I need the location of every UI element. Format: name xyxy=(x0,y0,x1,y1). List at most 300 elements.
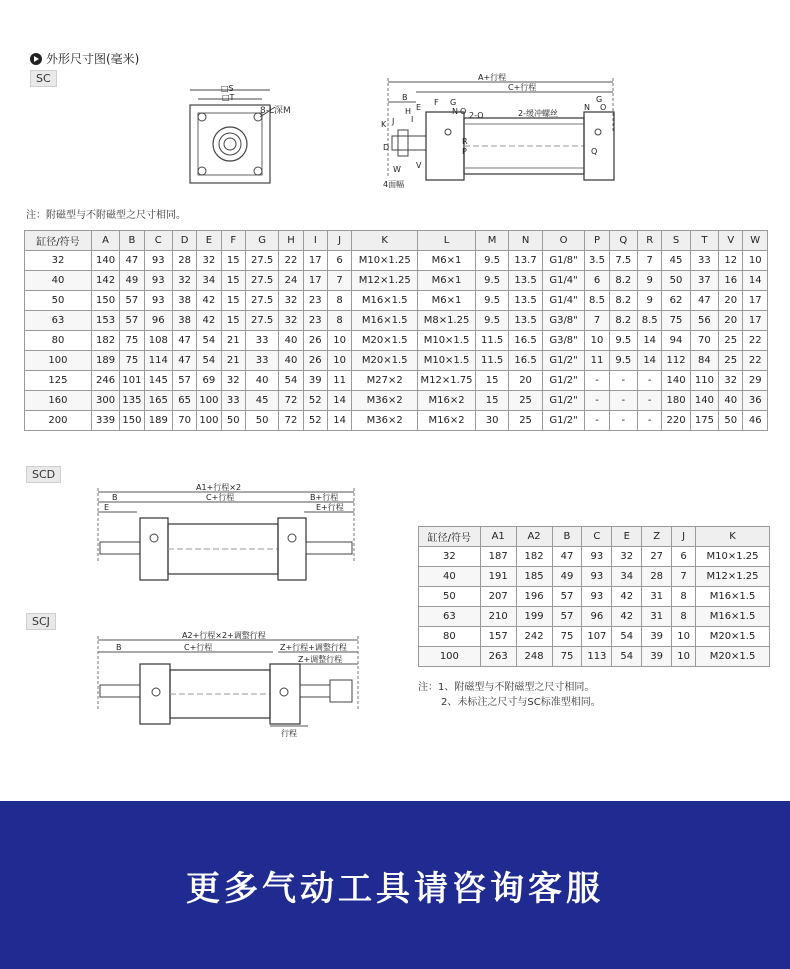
sc-table-cell: M12×1.25 xyxy=(352,271,418,291)
scd-table-cell: 191 xyxy=(480,567,516,587)
sc-table-cell: 8.2 xyxy=(609,311,637,331)
sc-table-cell: 17 xyxy=(303,271,327,291)
scd-table-cell: 248 xyxy=(516,647,552,667)
sc-table-header-cell: B xyxy=(120,231,144,251)
sc-table-cell: 3.5 xyxy=(585,251,609,271)
scd-dim-e-stroke: E+行程 xyxy=(316,503,344,512)
sc-table-header-cell: L xyxy=(418,231,476,251)
contact-banner xyxy=(0,801,790,969)
sc-table-header-cell: C xyxy=(144,231,172,251)
scj-drawing xyxy=(88,630,388,738)
sc-table-cell: 75 xyxy=(120,351,144,371)
sc-table-cell: 32 xyxy=(279,291,303,311)
sc-table-cell: M12×1.75 xyxy=(418,371,476,391)
sc-table-header-cell: W xyxy=(743,231,768,251)
scd-note-1: 注：1、附磁型与不附磁型之尺寸相同。 xyxy=(418,682,595,693)
sc-table-cell: 37 xyxy=(690,271,718,291)
scd-table-cell: 8 xyxy=(672,607,696,627)
dim-d: D xyxy=(383,143,390,152)
sc-table-cell: 69 xyxy=(197,371,221,391)
scd-table-header-cell: A1 xyxy=(480,527,516,547)
sc-table-row xyxy=(25,311,768,331)
sc-table-cell: 15 xyxy=(475,371,508,391)
section-title-text: 外形尺寸图(毫米) xyxy=(46,52,140,66)
scd-table-cell: 63 xyxy=(419,607,481,627)
scd-dim-e: E xyxy=(104,503,110,512)
sc-table-cell: 70 xyxy=(690,331,718,351)
dim-q: Q xyxy=(591,147,598,156)
scd-table-cell: 100 xyxy=(419,647,481,667)
scd-table-cell: 207 xyxy=(480,587,516,607)
scd-table-header-cell: J xyxy=(672,527,696,547)
sc-table-cell: 70 xyxy=(172,411,196,431)
scd-table-cell: 39 xyxy=(642,627,672,647)
label-s: □S xyxy=(221,85,234,93)
scd-table-cell: 54 xyxy=(612,627,642,647)
sc-table-cell: 20 xyxy=(509,371,542,391)
section-title xyxy=(30,50,139,67)
play-circle-icon xyxy=(30,53,42,65)
sc-table-cell: 63 xyxy=(25,311,92,331)
sc-table-cell: 46 xyxy=(743,411,768,431)
scd-table-header-cell: Z xyxy=(642,527,672,547)
scd-table-cell: 42 xyxy=(612,587,642,607)
sc-table-cell: 17 xyxy=(303,251,327,271)
scd-table-row xyxy=(419,627,770,647)
scd-table-cell: M20×1.5 xyxy=(696,647,770,667)
sc-table-header-cell: A xyxy=(91,231,119,251)
sc-table-cell: 57 xyxy=(172,371,196,391)
sc-table-cell: 34 xyxy=(197,271,221,291)
sc-table-cell: 21 xyxy=(221,351,245,371)
sc-table-cell: M16×1.5 xyxy=(352,291,418,311)
sc-table-cell: 220 xyxy=(662,411,690,431)
sc-table-cell: 38 xyxy=(172,291,196,311)
sc-table-cell: 27.5 xyxy=(245,311,278,331)
sc-table-header-cell: T xyxy=(690,231,718,251)
sc-table-cell: 17 xyxy=(743,291,768,311)
sc-table-cell: 6 xyxy=(585,271,609,291)
sc-table-cell: 10 xyxy=(585,331,609,351)
sc-table-cell: 160 xyxy=(25,391,92,411)
dim-p: P xyxy=(462,147,467,156)
sc-table-cell: 8 xyxy=(327,311,351,331)
sc-table-cell: 9.5 xyxy=(475,251,508,271)
sc-table-cell: 14 xyxy=(638,331,662,351)
sc-table-cell: - xyxy=(585,411,609,431)
sc-table-cell: 8.5 xyxy=(638,311,662,331)
sc-table-cell: 33 xyxy=(245,331,278,351)
sc-table-header-cell: 缸径/符号 xyxy=(25,231,92,251)
scd-table-cell: M16×1.5 xyxy=(696,607,770,627)
sc-table-cell: 49 xyxy=(120,271,144,291)
sc-table-cell: 150 xyxy=(120,411,144,431)
scd-table-cell: 182 xyxy=(516,547,552,567)
sc-front-view xyxy=(180,85,290,190)
dim-o: O xyxy=(460,107,467,116)
sc-table-cell: 15 xyxy=(221,251,245,271)
scd-table-cell: M20×1.5 xyxy=(696,627,770,647)
dim-k: K xyxy=(381,120,387,129)
scd-table-row xyxy=(419,607,770,627)
sc-table-cell: 17 xyxy=(743,311,768,331)
scd-table-header-cell: E xyxy=(612,527,642,547)
sc-table-row xyxy=(25,391,768,411)
scd-table-cell: 31 xyxy=(642,587,672,607)
scd-table-cell: 10 xyxy=(672,627,696,647)
sc-table-cell: 145 xyxy=(144,371,172,391)
sc-side-view xyxy=(378,72,623,194)
sc-table-cell: G1/8" xyxy=(542,251,585,271)
dim-e: E xyxy=(416,103,422,112)
sc-table-cell: M8×1.25 xyxy=(418,311,476,331)
scd-table-header-cell: A2 xyxy=(516,527,552,547)
sc-table-cell: 52 xyxy=(303,391,327,411)
sc-table-cell: 23 xyxy=(303,291,327,311)
scd-table-header-cell: B xyxy=(552,527,582,547)
sc-table-cell: 10 xyxy=(743,251,768,271)
sc-table-cell: M20×1.5 xyxy=(352,331,418,351)
sc-table-cell: 114 xyxy=(144,351,172,371)
scd-dim-a1: A1+行程×2 xyxy=(196,483,242,492)
sc-table-cell: 165 xyxy=(144,391,172,411)
sc-table-cell: 93 xyxy=(144,271,172,291)
sc-table-cell: M6×1 xyxy=(418,291,476,311)
scd-table-cell: 40 xyxy=(419,567,481,587)
sc-table-header-cell: D xyxy=(172,231,196,251)
sc-table-cell: 25 xyxy=(509,411,542,431)
scd-table-cell: 80 xyxy=(419,627,481,647)
sc-table-cell: 47 xyxy=(172,331,196,351)
scd-table-cell: 32 xyxy=(419,547,481,567)
sc-table-cell: 75 xyxy=(662,311,690,331)
sc-table-cell: 16.5 xyxy=(509,331,542,351)
scd-table-cell: 50 xyxy=(419,587,481,607)
sc-table-cell: 142 xyxy=(91,271,119,291)
sc-table-cell: 175 xyxy=(690,411,718,431)
sc-table-cell: M36×2 xyxy=(352,411,418,431)
sc-table-cell: 26 xyxy=(303,331,327,351)
sc-table-cell: 13.5 xyxy=(509,291,542,311)
sc-table-cell: 47 xyxy=(172,351,196,371)
sc-table-cell: 56 xyxy=(690,311,718,331)
dim-f: F xyxy=(434,98,439,107)
scd-table-row xyxy=(419,567,770,587)
sc-table-cell: 11.5 xyxy=(475,331,508,351)
sc-table-header-cell: G xyxy=(245,231,278,251)
sc-table-cell: G1/4" xyxy=(542,291,585,311)
sc-table-cell: 62 xyxy=(662,291,690,311)
scd-table-cell: 42 xyxy=(612,607,642,627)
sc-table-cell: G1/2" xyxy=(542,391,585,411)
sc-table-cell: M10×1.5 xyxy=(418,351,476,371)
sc-table-cell: 11.5 xyxy=(475,351,508,371)
scd-table-cell: M10×1.25 xyxy=(696,547,770,567)
sc-table-header-cell: R xyxy=(638,231,662,251)
scj-dim-b: B xyxy=(116,643,122,652)
sc-table-cell: 16 xyxy=(719,271,743,291)
dim-h: H xyxy=(405,107,412,116)
sc-table-cell: - xyxy=(638,371,662,391)
dim-w: W xyxy=(393,165,401,174)
sc-table-cell: 32 xyxy=(279,311,303,331)
sc-table-cell: 93 xyxy=(144,291,172,311)
sc-table-cell: 72 xyxy=(279,391,303,411)
sc-table-cell: - xyxy=(585,391,609,411)
sc-dimension-table xyxy=(24,230,768,431)
sc-table-cell: 13.7 xyxy=(509,251,542,271)
sc-table-row xyxy=(25,271,768,291)
sc-table-cell: - xyxy=(585,371,609,391)
scd-table-cell: 47 xyxy=(552,547,582,567)
sc-table-cell: 40 xyxy=(279,331,303,351)
sc-table-cell: 57 xyxy=(120,291,144,311)
scd-table-cell: 28 xyxy=(642,567,672,587)
sc-table-cell: 22 xyxy=(743,331,768,351)
sc-table-cell: 20 xyxy=(719,311,743,331)
sc-table-cell: 7 xyxy=(585,311,609,331)
dim-v: V xyxy=(416,161,422,170)
sc-table-cell: M27×2 xyxy=(352,371,418,391)
sc-table-row xyxy=(25,251,768,271)
sc-table-cell: M16×2 xyxy=(418,411,476,431)
sc-table-cell: 100 xyxy=(197,391,221,411)
sc-table-cell: 20 xyxy=(719,291,743,311)
sc-table-cell: M10×1.5 xyxy=(418,331,476,351)
scd-table-cell: 8 xyxy=(672,587,696,607)
sc-note: 注：附磁型与不附磁型之尺寸相同。 xyxy=(26,210,186,221)
sc-table-row xyxy=(25,351,768,371)
sc-table-cell: 28 xyxy=(172,251,196,271)
scd-table-cell: 57 xyxy=(552,607,582,627)
banner-text: 更多气动工具请咨询客服 xyxy=(186,868,604,909)
sc-table-cell: 10 xyxy=(327,331,351,351)
sc-table-cell: M6×1 xyxy=(418,271,476,291)
sc-table-cell: M16×1.5 xyxy=(352,311,418,331)
sc-table-cell: 10 xyxy=(327,351,351,371)
sc-table-cell: 15 xyxy=(221,271,245,291)
scd-table-cell: 187 xyxy=(480,547,516,567)
sc-table-cell: 9.5 xyxy=(609,351,637,371)
sc-table-cell: 23 xyxy=(303,311,327,331)
sc-table-cell: 29 xyxy=(743,371,768,391)
sc-table-cell: 108 xyxy=(144,331,172,351)
scd-table-cell: M12×1.25 xyxy=(696,567,770,587)
sc-table-cell: 7 xyxy=(327,271,351,291)
sc-table-cell: 25 xyxy=(719,331,743,351)
scd-table-cell: 10 xyxy=(672,647,696,667)
sc-table-cell: 15 xyxy=(221,311,245,331)
sc-table-cell: 6 xyxy=(327,251,351,271)
sc-table-cell: 125 xyxy=(25,371,92,391)
sc-table-cell: 100 xyxy=(25,351,92,371)
scd-table-cell: 113 xyxy=(582,647,612,667)
sc-table-cell: 26 xyxy=(303,351,327,371)
scd-table-cell: 54 xyxy=(612,647,642,667)
sc-table-cell: 8.2 xyxy=(609,291,637,311)
scd-table-cell: 75 xyxy=(552,627,582,647)
sc-table-header-cell: Q xyxy=(609,231,637,251)
sc-table-cell: 25 xyxy=(719,351,743,371)
sc-table-row xyxy=(25,411,768,431)
sc-table-header-cell: H xyxy=(279,231,303,251)
scj-dim-stroke: 行程 xyxy=(281,729,297,738)
label-8l: 8-L深M xyxy=(260,106,291,116)
sc-table-cell: 9.5 xyxy=(475,311,508,331)
sc-table-header-cell: N xyxy=(509,231,542,251)
sc-table-row xyxy=(25,291,768,311)
sc-table-cell: 15 xyxy=(221,291,245,311)
sc-table-header-cell: J xyxy=(327,231,351,251)
sc-table-cell: 153 xyxy=(91,311,119,331)
sc-table-cell: 13.5 xyxy=(509,311,542,331)
scd-table-cell: 6 xyxy=(672,547,696,567)
scd-table-cell: 93 xyxy=(582,567,612,587)
sc-table-cell: 52 xyxy=(303,411,327,431)
sc-table-row xyxy=(25,371,768,391)
scd-table-cell: 34 xyxy=(612,567,642,587)
sc-table-cell: 27.5 xyxy=(245,271,278,291)
sc-table-cell: 22 xyxy=(743,351,768,371)
sc-table-cell: 50 xyxy=(245,411,278,431)
sc-table-cell: 9.5 xyxy=(609,331,637,351)
dim-n: N xyxy=(452,107,458,116)
sc-table-cell: 30 xyxy=(475,411,508,431)
sc-table-cell: 54 xyxy=(197,331,221,351)
sc-table-cell: M6×1 xyxy=(418,251,476,271)
scd-dim-b-stroke: B+行程 xyxy=(310,493,339,502)
sc-table-cell: 75 xyxy=(120,331,144,351)
dim-a-stroke: A+行程 xyxy=(478,73,507,82)
sc-table-cell: 65 xyxy=(172,391,196,411)
sc-table-cell: G1/4" xyxy=(542,271,585,291)
scj-dim-z-adj2: Z+调整行程 xyxy=(298,655,343,664)
sc-table-cell: 42 xyxy=(197,311,221,331)
scd-table-cell: 49 xyxy=(552,567,582,587)
scd-table-cell: 196 xyxy=(516,587,552,607)
sc-table-cell: - xyxy=(638,391,662,411)
dim-2o: 2-O xyxy=(469,111,484,120)
dim-j: J xyxy=(392,117,395,126)
scd-table-cell: 185 xyxy=(516,567,552,587)
sc-table-cell: 140 xyxy=(662,371,690,391)
sc-table-cell: 38 xyxy=(172,311,196,331)
sc-table-header-cell: K xyxy=(352,231,418,251)
dim-b: B xyxy=(402,93,408,102)
scj-dim-z-adj: Z+行程+调整行程 xyxy=(280,643,347,652)
sc-table-cell: 45 xyxy=(245,391,278,411)
sc-table-cell: 40 xyxy=(25,271,92,291)
sc-table-cell: 57 xyxy=(120,311,144,331)
scd-table-cell: 199 xyxy=(516,607,552,627)
sc-table-cell: 12 xyxy=(719,251,743,271)
sc-table-header-cell: S xyxy=(662,231,690,251)
sc-table-cell: - xyxy=(609,411,637,431)
sc-table-cell: 32 xyxy=(25,251,92,271)
sc-table-cell: M10×1.25 xyxy=(352,251,418,271)
sc-table-cell: 47 xyxy=(690,291,718,311)
sc-table-cell: M16×2 xyxy=(418,391,476,411)
dim-c-stroke: C+行程 xyxy=(508,83,537,92)
sc-table-cell: 15 xyxy=(475,391,508,411)
sc-table-cell: 21 xyxy=(221,331,245,351)
sc-table-cell: 33 xyxy=(690,251,718,271)
sc-table-cell: 93 xyxy=(144,251,172,271)
scd-table-row xyxy=(419,587,770,607)
scj-dim-a2: A2+行程×2+调整行程 xyxy=(182,631,266,640)
sc-table-header-cell: F xyxy=(221,231,245,251)
cushion-thread-label: 2-缓冲螺丝 xyxy=(518,109,558,118)
dim-n-right: N xyxy=(584,103,590,112)
sc-table-cell: 40 xyxy=(279,351,303,371)
sc-table-cell: 50 xyxy=(719,411,743,431)
sc-table-cell: 300 xyxy=(91,391,119,411)
sc-table-cell: 27.5 xyxy=(245,251,278,271)
sc-table-cell: 16.5 xyxy=(509,351,542,371)
sc-table-cell: 50 xyxy=(662,271,690,291)
sc-table-cell: 32 xyxy=(221,371,245,391)
sc-table-cell: 32 xyxy=(172,271,196,291)
sc-table-cell: 39 xyxy=(303,371,327,391)
sc-table-cell: 40 xyxy=(719,391,743,411)
sc-table-header-cell: M xyxy=(475,231,508,251)
sc-table-cell: G3/8" xyxy=(542,311,585,331)
sc-table-header-cell: P xyxy=(585,231,609,251)
dim-g-right: G xyxy=(596,95,603,104)
sc-table-cell: 54 xyxy=(197,351,221,371)
sc-table-cell: 11 xyxy=(327,371,351,391)
scd-table-header-cell: C xyxy=(582,527,612,547)
scd-table-cell: 157 xyxy=(480,627,516,647)
scd-table-cell: 93 xyxy=(582,547,612,567)
scd-table-header-cell: K xyxy=(696,527,770,547)
sc-table-cell: 14 xyxy=(743,271,768,291)
sc-table-cell: 135 xyxy=(120,391,144,411)
sc-table-cell: 25 xyxy=(509,391,542,411)
label-t: □T xyxy=(222,93,235,102)
scd-table-cell: 57 xyxy=(552,587,582,607)
scd-tag: SCD xyxy=(26,466,61,483)
scd-dim-c: C+行程 xyxy=(206,493,235,502)
scd-table-cell: 39 xyxy=(642,647,672,667)
scd-table-cell: 242 xyxy=(516,627,552,647)
sc-table-cell: 9 xyxy=(638,271,662,291)
sc-table-cell: 50 xyxy=(25,291,92,311)
sc-table-cell: 80 xyxy=(25,331,92,351)
sc-table-cell: - xyxy=(609,371,637,391)
sc-table-cell: 9.5 xyxy=(475,271,508,291)
sc-table-cell: 96 xyxy=(144,311,172,331)
sc-table-cell: 180 xyxy=(662,391,690,411)
dim-r: R xyxy=(462,137,468,146)
sc-table-cell: 8.5 xyxy=(585,291,609,311)
sc-table-header-cell: O xyxy=(542,231,585,251)
sc-table-cell: 246 xyxy=(91,371,119,391)
dim-g: G xyxy=(450,98,457,107)
flats-label: 4面幅 xyxy=(383,180,405,189)
scd-table-header-cell: 缸径/符号 xyxy=(419,527,481,547)
scd-table-cell: 96 xyxy=(582,607,612,627)
scd-table-cell: 107 xyxy=(582,627,612,647)
sc-table-cell: 189 xyxy=(144,411,172,431)
sc-table-cell: M20×1.5 xyxy=(352,351,418,371)
sc-table-cell: 42 xyxy=(197,291,221,311)
sc-table-cell: 36 xyxy=(743,391,768,411)
scd-table-cell: 7 xyxy=(672,567,696,587)
sc-table-cell: 14 xyxy=(327,391,351,411)
sc-table-cell: 50 xyxy=(221,411,245,431)
scd-table-cell: M16×1.5 xyxy=(696,587,770,607)
